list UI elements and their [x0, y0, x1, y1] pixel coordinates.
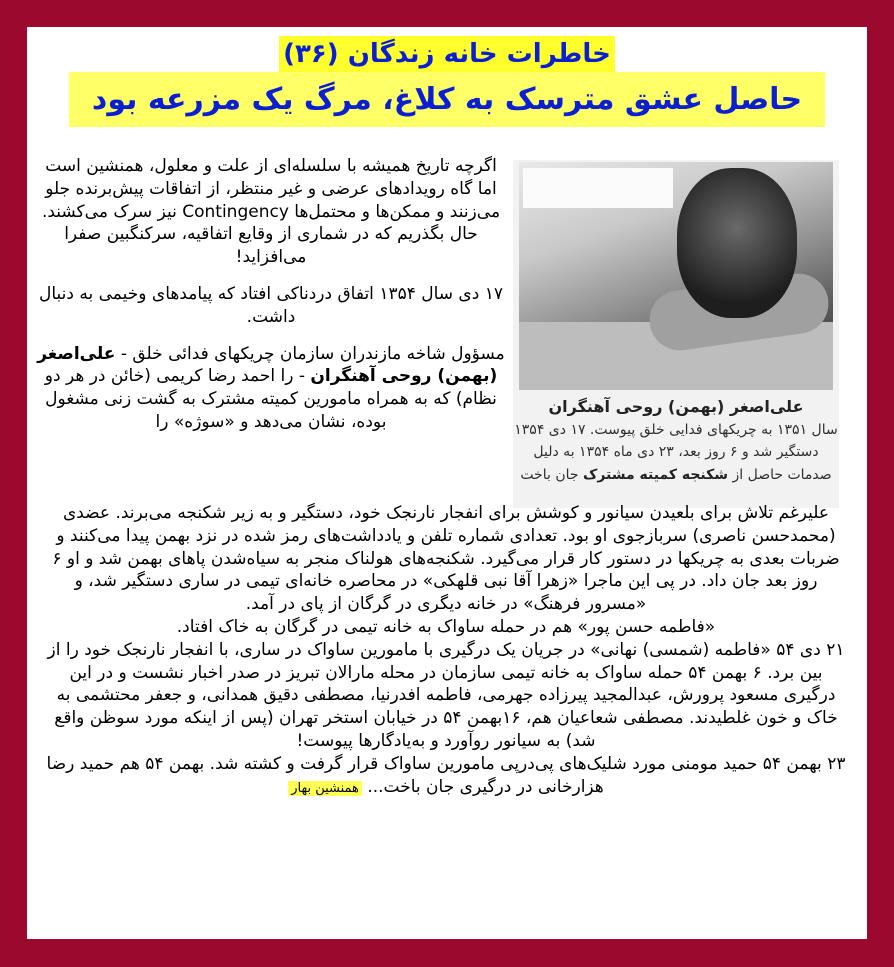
- portrait-photo: [519, 162, 833, 390]
- body-text: [45, 502, 847, 800]
- author-signature: همنشین بهار: [288, 781, 362, 796]
- photo-figure: [513, 160, 839, 508]
- body-paragraph: «فاطمه حسن پور» هم در حمله ساواک به خانه تیمی در گرگان به خاک افتاد.: [176, 616, 716, 637]
- body-paragraph: ۲۱ دی ۵۴ «فاطمه (شمسی) نهانی» در جریان یک درگیری با مامورین ساواک در ساری، با انفجار نارنجک خود را از بین برد. ۶ بهمن ۵۴ حمله ساواک به خانه تیمی سازمان در محله مارالان تبریز در صدر اخبار نشست و در این درگیری مسعود پرورش، عبدالمجید پیرزاده جهرمی، فاطمه افدرنیا، مصطفی دقیق همدانی، و جعفر محتشمی به خاک و خون غلطیدند. مصطفی شعاعیان هم، ۱۶بهمن ۵۴ در خیابان استخر تهران (پس از اینکه مورد سوظن واقع شد) به سیانور روآورد و به‌یادگارها پیوست!: [47, 639, 845, 751]
- intro-text: [35, 155, 507, 448]
- caption-bold: شکنجه کمیته مشترک: [582, 466, 729, 483]
- article-sheet: [27, 27, 867, 939]
- series-title: خاطرات خانه زندگان (۳۶): [27, 36, 867, 72]
- intro-paragraph: مسؤول شاخه مازندران سازمان چریکهای فدائی خلق - علی‌اصغر (بهمن) روحی آهنگران - را احمد رضا کریمی (خائن در هر دو نظام) که به همراه مامورین کمیته مشترک به گشت زنی مشغول بوده، نشان می‌دهد و «سوژه» را: [37, 343, 505, 432]
- photo-caption: [513, 396, 839, 486]
- body-paragraph: علیرغم تلاش برای بلعیدن سیانور و کوشش برای انفجار نارنجک خود، دستگیر و به زیر شکنجه می‌برند. عضدی (محمدحسن ناصری) سربازجوی او بود. تعدادی شماره تلفن و یادداشت‌های رمز شده در نزد بهمن پیدا می‌کنند و ضربات بعدی به چریکها در دستور کار قرار می‌گیرد. شکنجه‌های هولناک منجر به سیاه‌شدن پاهای بهمن شد و او ۶ روز بعد جان داد. در پی این ماجرا «زهرا آقا نبی قلهکی» در محاصره خانه‌ای تیمی در ساری دستگیر شد، و «مسرور فرهنگ» در خانه دیگری در گرگان از پای در آمد.: [52, 503, 840, 615]
- intro-paragraph: اگرچه تاریخ همیشه با سلسله‌ای از علت و معلول، همنشین است اما گاه رویدادهای عرضی و غیر منتظر، از اتفاقات پیش‌برنده جلو می‌زنند و ممکن‌ها و محتمل‌ها Contingency نیز سرک می‌کشند. حال بگذریم که در شماری از وقایع اتفاقیه، سرکنگبین صفرا می‌افزاید!: [41, 156, 501, 268]
- body-paragraph: ۲۳ بهمن ۵۴ حمید مومنی مورد شلیک‌های پی‌درپی مامورین ساواک قرار گرفت و کشته شد. بهمن ۵۴ هم حمید رضا هزارخانی در درگیری جان باخت... همنشین بهار: [46, 753, 846, 797]
- intro-paragraph: ۱۷ دی سال ۱۳۵۴ اتفاق دردناکی افتاد که پیامدهای وخیمی به دنبال داشت.: [39, 283, 503, 327]
- caption-text: سال ۱۳۵۱ به چریکهای فدایی خلق پیوست. ۱۷ دی ۱۳۵۴ دستگیر شد و ۶ روز بعد، ۲۳ دی ماه ۱۳۵۴ به دلیل صدمات حاصل از شکنجه کمیته مشترک جان باخت: [514, 421, 838, 483]
- article-headline: حاصل عشق مترسک به کلاغ، مرگ یک مزرعه بود: [69, 72, 825, 127]
- highlighted-name: علی‌اصغر (بهمن) روحی آهنگران: [37, 343, 498, 387]
- caption-title: علی‌اصغر (بهمن) روحی آهنگران: [548, 397, 804, 416]
